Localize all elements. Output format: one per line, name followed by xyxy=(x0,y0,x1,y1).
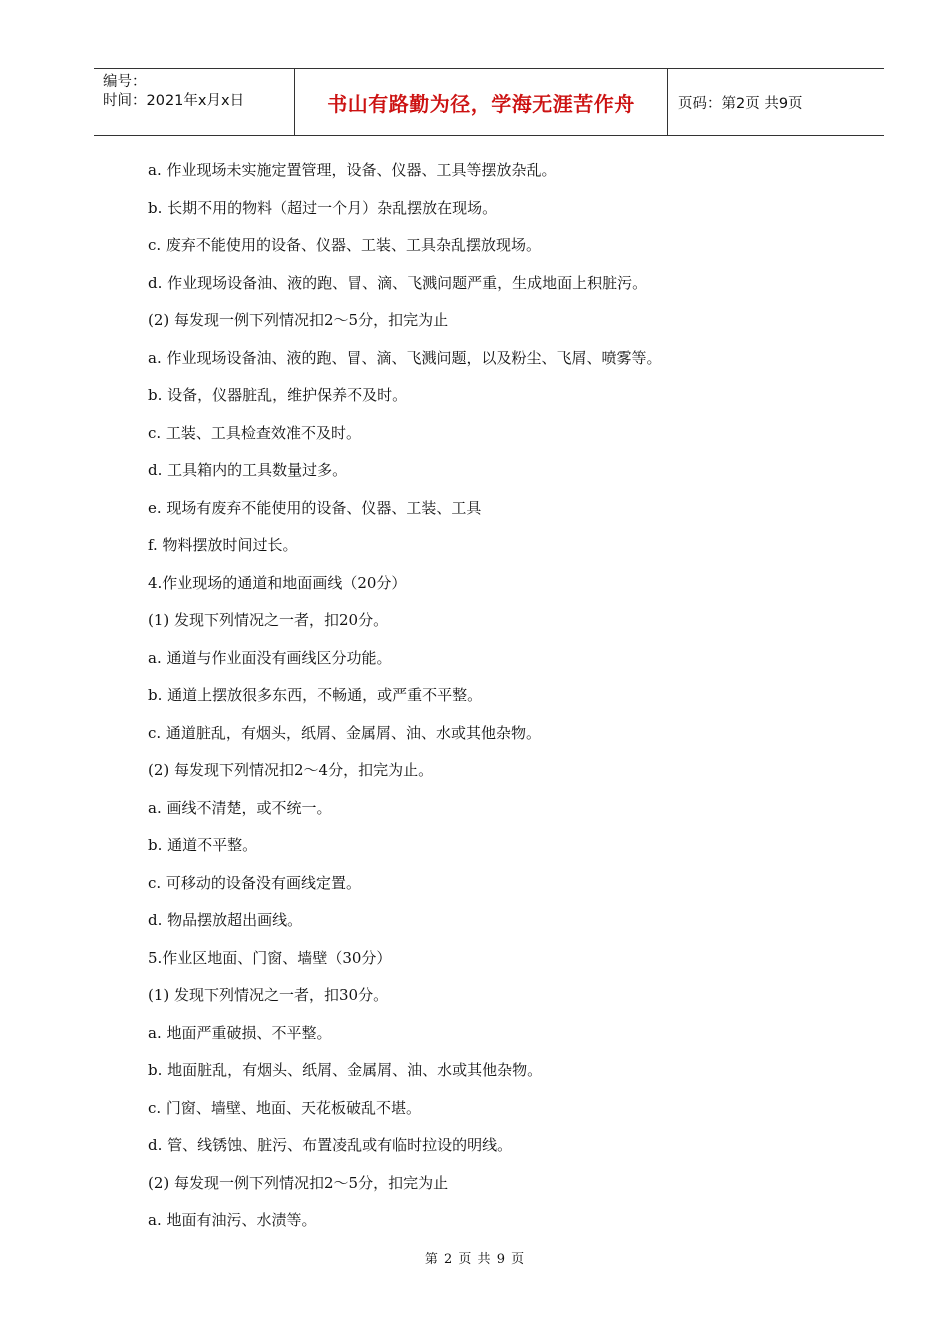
body-line: (1) 发现下列情况之一者，扣20分。 xyxy=(148,611,389,629)
body-line: a. 通道与作业面没有画线区分功能。 xyxy=(148,648,392,667)
body-line: b. 通道不平整。 xyxy=(148,836,258,854)
body-line: (2) 每发现下列情况扣2～4分，扣完为止。 xyxy=(148,761,434,779)
section-heading: 4.作业现场的通道和地面画线（20分） xyxy=(148,573,407,592)
body-line: b. 长期不用的物料（超过一个月）杂乱摆放在现场。 xyxy=(148,198,498,217)
body-line: a. 地面严重破损、不平整。 xyxy=(148,1023,332,1042)
body-line: d. 工具箱内的工具数量过多。 xyxy=(148,461,348,479)
document-body xyxy=(148,152,848,1240)
body-line: f. 物料摆放时间过长。 xyxy=(148,536,298,554)
body-line: a. 画线不清楚，或不统一。 xyxy=(148,798,332,817)
body-line: (1) 发现下列情况之一者，扣30分。 xyxy=(148,986,389,1004)
body-line: d. 物品摆放超出画线。 xyxy=(148,911,303,929)
body-line: a. 地面有油污、水渍等。 xyxy=(148,1211,317,1229)
body-line: a. 作业现场设备油、液的跑、冒、滴、飞溅问题，以及粉尘、飞屑、喷雾等。 xyxy=(148,348,662,367)
header-meta-cell xyxy=(94,69,295,135)
body-line: c. 门窗、墙壁、地面、天花板破乱不堪。 xyxy=(148,1098,421,1117)
body-line: (2) 每发现一例下列情况扣2～5分，扣完为止 xyxy=(148,1173,449,1192)
body-line: b. 通道上摆放很多东西，不畅通，或严重不平整。 xyxy=(148,686,483,704)
header-page-info: 页码：第2页 共9页 xyxy=(678,95,803,112)
body-line: c. 通道脏乱，有烟头，纸屑、金属屑、油、水或其他杂物。 xyxy=(148,723,541,742)
page-header xyxy=(94,68,884,136)
body-line: c. 可移动的设备没有画线定置。 xyxy=(148,873,361,892)
body-line: a. 作业现场未实施定置管理，设备、仪器、工具等摆放杂乱。 xyxy=(148,161,557,179)
body-line: (2) 每发现一例下列情况扣2～5分，扣完为止 xyxy=(148,311,449,329)
body-line: d. 管、线锈蚀、脏污、布置凌乱或有临时拉设的明线。 xyxy=(148,1136,513,1154)
body-line: e. 现场有废弃不能使用的设备、仪器、工装、工具 xyxy=(148,498,482,517)
body-line: b. 设备，仪器脏乱，维护保养不及时。 xyxy=(148,386,408,404)
body-line: c. 废弃不能使用的设备、仪器、工装、工具杂乱摆放现场。 xyxy=(148,236,541,254)
document-time-label: 时间：2021年x月x日 xyxy=(103,93,245,109)
document-number-label: 编号： xyxy=(103,74,147,90)
page-footer: 第 2 页 共 9 页 xyxy=(424,1252,526,1267)
body-line: c. 工装、工具检查效准不及时。 xyxy=(148,423,361,442)
section-heading: 5.作业区地面、门窗、墙壁（30分） xyxy=(148,948,392,967)
body-line: b. 地面脏乱，有烟头、纸屑、金属屑、油、水或其他杂物。 xyxy=(148,1061,543,1079)
body-line: d. 作业现场设备油、液的跑、冒、滴、飞溅问题严重，生成地面上积脏污。 xyxy=(148,273,648,292)
header-motto: 书山有路勤为径，学海无涯苦作舟 xyxy=(295,69,668,135)
